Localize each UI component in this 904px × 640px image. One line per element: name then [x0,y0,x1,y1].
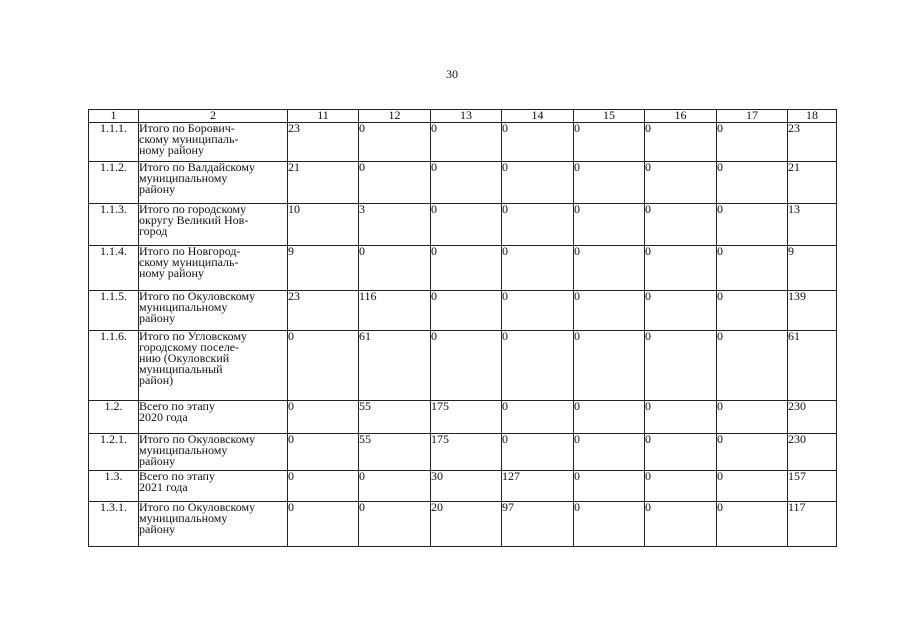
value-cell: 0 [574,162,645,204]
value-cell: 21 [788,162,837,204]
value-cell: 0 [359,502,431,547]
value-cell: 0 [645,204,717,246]
value-cell: 117 [788,502,837,547]
value-cell: 0 [717,123,788,162]
header-cell: 1 [89,110,139,123]
row-number-cell: 1.1.6. [89,331,139,401]
value-cell: 0 [645,471,717,502]
value-cell: 0 [431,331,502,401]
value-cell: 0 [717,401,788,434]
header-cell: 2 [139,110,288,123]
value-cell: 0 [717,162,788,204]
value-cell: 0 [645,162,717,204]
value-cell: 0 [574,401,645,434]
value-cell: 0 [431,291,502,331]
value-cell: 0 [502,162,574,204]
row-name-cell: Итого по Новгород- скому муниципаль- ному району [139,246,288,291]
row-name-cell: Всего по этапу 2020 года [139,401,288,434]
value-cell: 20 [431,502,502,547]
value-cell: 0 [574,246,645,291]
value-cell: 0 [502,123,574,162]
value-cell: 0 [359,471,431,502]
row-name-cell: Итого по городскому округу Великий Нов- город [139,204,288,246]
value-cell: 55 [359,401,431,434]
value-cell: 13 [788,204,837,246]
header-cell: 18 [788,110,837,123]
row-name-cell: Итого по Валдайскому муниципальному району [139,162,288,204]
value-cell: 0 [431,246,502,291]
value-cell: 0 [645,434,717,471]
table-row [89,123,837,162]
value-cell: 61 [788,331,837,401]
value-cell: 0 [574,204,645,246]
value-cell: 55 [359,434,431,471]
table-row [89,162,837,204]
value-cell: 10 [288,204,359,246]
value-cell: 0 [359,162,431,204]
value-cell: 230 [788,401,837,434]
value-cell: 0 [645,291,717,331]
header-cell: 16 [645,110,717,123]
value-cell: 0 [502,401,574,434]
row-number-cell: 1.1.5. [89,291,139,331]
header-cell: 17 [717,110,788,123]
header-cell: 13 [431,110,502,123]
value-cell: 3 [359,204,431,246]
value-cell: 0 [574,502,645,547]
value-cell: 0 [717,502,788,547]
value-cell: 157 [788,471,837,502]
value-cell: 0 [645,246,717,291]
table-row [89,291,837,331]
value-cell: 0 [574,434,645,471]
value-cell: 0 [717,291,788,331]
value-cell: 230 [788,434,837,471]
page-number: 30 [446,67,458,81]
value-cell: 97 [502,502,574,547]
table-body [89,123,837,547]
value-cell: 127 [502,471,574,502]
table-row [89,204,837,246]
row-name-cell: Итого по Окуловскому муниципальному району [139,502,288,547]
value-cell: 0 [431,123,502,162]
table-row [89,331,837,401]
row-number-cell: 1.2.1. [89,434,139,471]
value-cell: 0 [288,401,359,434]
row-number-cell: 1.1.4. [89,246,139,291]
table-row [89,502,837,547]
value-cell: 116 [359,291,431,331]
value-cell: 9 [288,246,359,291]
row-name-cell: Итого по Окуловскому муниципальному району [139,434,288,471]
value-cell: 0 [288,331,359,401]
header-cell: 15 [574,110,645,123]
row-number-cell: 1.2. [89,401,139,434]
value-cell: 61 [359,331,431,401]
value-cell: 23 [788,123,837,162]
value-cell: 0 [717,204,788,246]
value-cell: 175 [431,434,502,471]
data-table [88,109,837,547]
value-cell: 0 [717,331,788,401]
value-cell: 0 [574,471,645,502]
value-cell: 0 [645,331,717,401]
value-cell: 0 [645,123,717,162]
value-cell: 0 [502,246,574,291]
value-cell: 0 [502,331,574,401]
value-cell: 0 [288,471,359,502]
value-cell: 23 [288,291,359,331]
row-number-cell: 1.1.3. [89,204,139,246]
row-number-cell: 1.3.1. [89,502,139,547]
row-number-cell: 1.3. [89,471,139,502]
value-cell: 0 [359,123,431,162]
value-cell: 0 [574,291,645,331]
header-cell: 11 [288,110,359,123]
row-name-cell: Итого по Угловскому городскому поселе- нию (Окуловский муниципальный район) [139,331,288,401]
value-cell: 0 [645,502,717,547]
value-cell: 21 [288,162,359,204]
table-row [89,246,837,291]
table-row [89,401,837,434]
value-cell: 0 [288,502,359,547]
row-number-cell: 1.1.2. [89,162,139,204]
value-cell: 0 [645,401,717,434]
value-cell: 0 [359,246,431,291]
header-cell: 12 [359,110,431,123]
value-cell: 30 [431,471,502,502]
row-name-cell: Итого по Окуловскому муниципальному району [139,291,288,331]
value-cell: 175 [431,401,502,434]
value-cell: 0 [717,246,788,291]
value-cell: 0 [431,204,502,246]
value-cell: 23 [288,123,359,162]
value-cell: 0 [431,162,502,204]
header-cell: 14 [502,110,574,123]
value-cell: 0 [574,123,645,162]
value-cell: 0 [717,471,788,502]
value-cell: 0 [502,291,574,331]
value-cell: 0 [574,331,645,401]
value-cell: 0 [717,434,788,471]
table-row [89,471,837,502]
table-row [89,434,837,471]
value-cell: 139 [788,291,837,331]
header-row [89,110,837,123]
row-number-cell: 1.1.1. [89,123,139,162]
value-cell: 0 [502,434,574,471]
row-name-cell: Итого по Борович- скому муниципаль- ному району [139,123,288,162]
value-cell: 0 [288,434,359,471]
value-cell: 9 [788,246,837,291]
value-cell: 0 [502,204,574,246]
row-name-cell: Всего по этапу 2021 года [139,471,288,502]
